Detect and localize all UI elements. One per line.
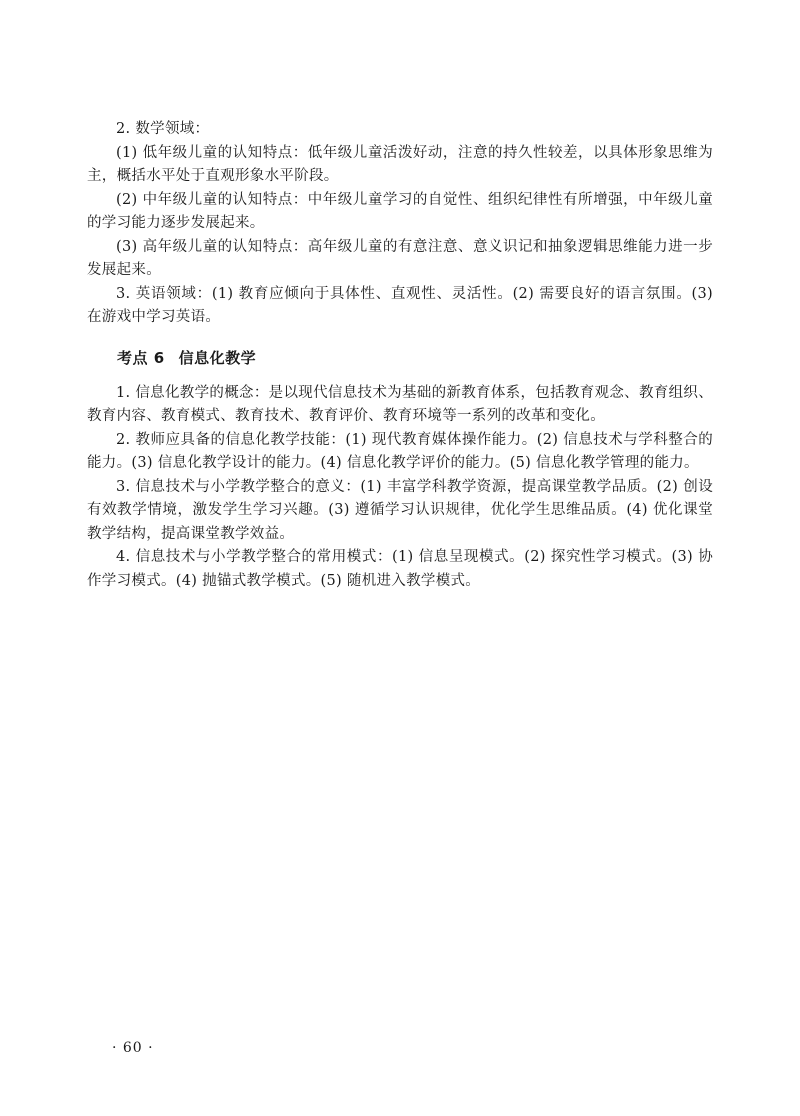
- topic-6-paragraph-2: 2. 教师应具备的信息化教学技能：(1) 现代教育媒体操作能力。(2) 信息技术与学科整合的能力。(3) 信息化教学设计的能力。(4) 信息化教学评价的能力。(5) 信息化教学管理的能力。: [87, 431, 713, 471]
- english-paragraph: 3. 英语领域：(1) 教育应倾向于具体性、直观性、灵活性。(2) 需要良好的语言氛围。(3) 在游戏中学习英语。: [87, 285, 713, 325]
- topic-6-label: 考点 6: [117, 348, 165, 367]
- math-heading: 2. 数学领域：: [116, 121, 210, 137]
- topic-6-paragraph-4: 4. 信息技术与小学教学整合的常用模式：(1) 信息呈现模式。(2) 探究性学习模式。(3) 协作学习模式。(4) 抛锚式教学模式。(5) 随机进入教学模式。: [87, 549, 713, 589]
- topic-6-paragraph-3: 3. 信息技术与小学教学整合的意义：(1) 丰富学科教学资源，提高课堂教学品质。(2) 创设有效教学情境，激发学生学习兴趣。(3) 遵循学习认识规律，优化学生思维品质。(4) 优化课堂教学结构，提高课堂教学效益。: [87, 478, 713, 542]
- page-number: · 60 ·: [112, 1040, 154, 1056]
- topic-6-paragraph-1: 1. 信息化教学的概念：是以现代信息技术为基础的新教育体系，包括教育观念、教育组织、教育内容、教育模式、教育技术、教育评价、教育环境等一系列的改革和变化。: [87, 384, 713, 424]
- math-item-1: (1) 低年级儿童的认知特点：低年级儿童活泼好动，注意的持久性较差，以具体形象思维为主，概括水平处于直观形象水平阶段。: [87, 144, 713, 184]
- math-item-2: (2) 中年级儿童的认知特点：中年级儿童学习的自觉性、组织纪律性有所增强，中年级儿童的学习能力逐步发展起来。: [87, 191, 713, 231]
- page-body: [87, 118, 713, 593]
- topic-6-title: 信息化教学: [178, 348, 257, 367]
- math-item-3: (3) 高年级儿童的认知特点：高年级儿童的有意注意、意义识记和抽象逻辑思维能力进一步发展起来。: [87, 238, 713, 278]
- topic-6-heading: [117, 346, 713, 370]
